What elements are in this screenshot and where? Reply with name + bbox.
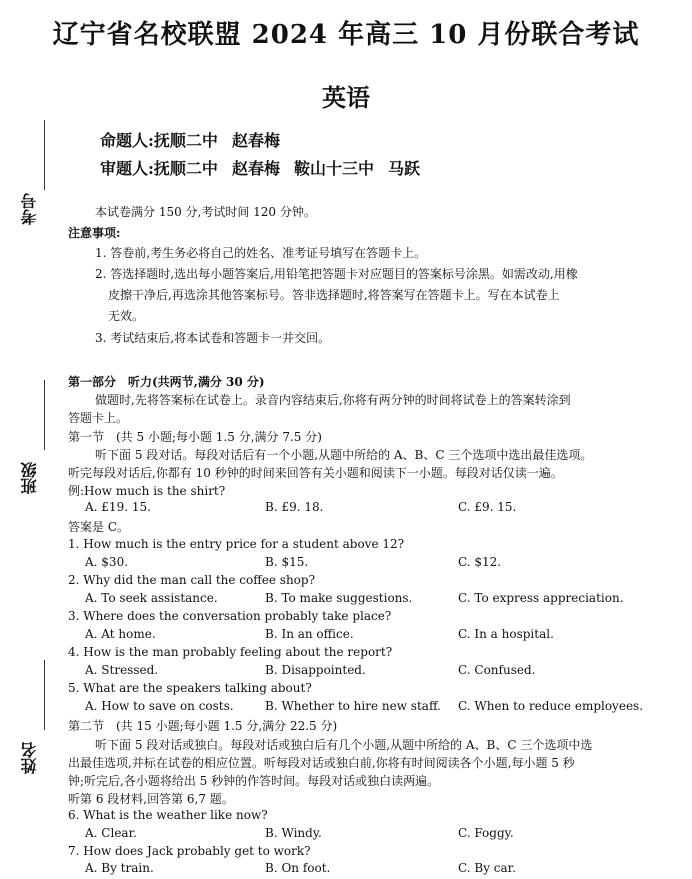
section1-intro: 听下面 5 段对话。每段对话后有一个小题,从题中所给的 A、B、C 三个选项中选出最佳选项。 bbox=[95, 448, 593, 462]
option-c: C. In a hospital. bbox=[458, 627, 554, 641]
option-a: A. How to save on costs. bbox=[85, 699, 234, 713]
section2-intro: 出最佳选项,并标在试卷的相应位置。听每段对话或独白前,你将有时间阅读各个小题,每小题 5 秒 bbox=[68, 756, 575, 770]
option-b: B. Whether to hire new staff. bbox=[265, 699, 441, 713]
option-c: C. £9. 15. bbox=[458, 500, 517, 514]
option-b: B. On foot. bbox=[265, 861, 331, 875]
section1-heading: 第一节 (共 5 小题;每小题 1.5 分,满分 7.5 分) bbox=[68, 430, 322, 444]
question: 7. How does Jack probably get to work? bbox=[68, 844, 311, 858]
part1-intro: 做题时,先将答案标在试卷上。录音内容结束后,你将有两分钟的时间将试卷上的答案转涂到 bbox=[95, 393, 571, 407]
proposer-label: 命题人: bbox=[100, 131, 154, 150]
class-line bbox=[44, 380, 45, 450]
proposer-line bbox=[100, 128, 294, 151]
option-a: A. $30. bbox=[85, 555, 129, 569]
option-a: A. At home. bbox=[85, 627, 156, 641]
section2-subheading: 听第 6 段材料,回答第 6,7 题。 bbox=[68, 792, 234, 806]
section1-intro: 听完每段对话后,你都有 10 秒钟的时间来回答有关小题和阅读下一小题。每段对话仅读一遍。 bbox=[68, 466, 563, 480]
section2-intro: 听下面 5 段对话或独白。每段对话或独白后有几个小题,从题中所给的 A、B、C 三个选项中选 bbox=[95, 738, 593, 752]
question: 6. What is the weather like now? bbox=[68, 808, 268, 822]
section2-heading: 第二节 (共 15 小题;每小题 1.5 分,满分 22.5 分) bbox=[68, 719, 338, 733]
part1-heading: 第一部分 听力(共两节,满分 30 分) bbox=[68, 375, 265, 389]
reviewer-label: 审题人: bbox=[100, 159, 154, 178]
option-b: B. Windy. bbox=[265, 826, 322, 840]
option-c: C. When to reduce employees. bbox=[458, 699, 644, 713]
class-label: 班级 bbox=[20, 462, 39, 494]
score-line: 本试卷满分 150 分,考试时间 120 分钟。 bbox=[95, 205, 316, 219]
option-a: A. Stressed. bbox=[85, 663, 159, 677]
option-c: C. $12. bbox=[458, 555, 502, 569]
note-item: 皮擦干净后,再选涂其他答案标号。答非选择题时,将答案写在答题卡上。写在本试卷上 bbox=[108, 288, 560, 302]
option-c: C. Confused. bbox=[458, 663, 536, 677]
example-question: 例:How much is the shirt? bbox=[68, 484, 226, 498]
proposer-school: 抚顺二中 bbox=[153, 131, 218, 150]
name-line bbox=[44, 660, 45, 730]
exam-title: 辽宁省名校联盟 2024 年高三 10 月份联合考试 bbox=[52, 20, 640, 50]
reviewer-line bbox=[100, 156, 434, 179]
question: 2. Why did the man call the coffee shop? bbox=[68, 573, 316, 587]
name-label: 姓名 bbox=[20, 742, 39, 774]
option-a: A. To seek assistance. bbox=[85, 591, 218, 605]
proposer-name: 赵春梅 bbox=[231, 131, 280, 150]
option-a: A. By train. bbox=[85, 861, 154, 875]
notes-heading: 注意事项: bbox=[68, 226, 121, 240]
option-b: B. $15. bbox=[265, 555, 309, 569]
part1-intro: 答题卡上。 bbox=[68, 411, 129, 425]
question: 5. What are the speakers talking about? bbox=[68, 681, 312, 695]
note-item: 2. 答选择题时,选出每小题答案后,用铅笔把答题卡对应题目的答案标号涂黑。如需改动,用橡 bbox=[95, 267, 578, 281]
option-b: B. In an office. bbox=[265, 627, 354, 641]
option-b: B. To make suggestions. bbox=[265, 591, 413, 605]
option-b: B. £9. 18. bbox=[265, 500, 324, 514]
section2-intro: 钟;听完后,各小题将给出 5 秒钟的作答时间。每段对话或独白读两遍。 bbox=[68, 774, 440, 788]
note-item: 1. 答卷前,考生务必将自己的姓名、准考证号填写在答题卡上。 bbox=[95, 246, 427, 260]
note-item: 3. 考试结束后,将本试卷和答题卡一并交回。 bbox=[95, 331, 331, 345]
question: 1. How much is the entry price for a student above 12? bbox=[68, 537, 405, 551]
exam-no-label: 考号 bbox=[20, 193, 39, 225]
option-a: A. Clear. bbox=[85, 826, 137, 840]
note-item: 无效。 bbox=[108, 309, 145, 323]
subject-title: 英语 bbox=[322, 83, 370, 112]
question: 3. Where does the conversation probably take place? bbox=[68, 609, 392, 623]
option-c: C. Foggy. bbox=[458, 826, 514, 840]
question: 4. How is the man probably feeling about the report? bbox=[68, 645, 393, 659]
reviewer-school-1: 抚顺二中 bbox=[153, 159, 218, 178]
reviewer-name-1: 赵春梅 bbox=[231, 159, 280, 178]
option-c: C. By car. bbox=[458, 861, 516, 875]
option-b: B. Disappointed. bbox=[265, 663, 366, 677]
exam-no-line bbox=[44, 120, 45, 190]
option-c: C. To express appreciation. bbox=[458, 591, 624, 605]
example-answer: 答案是 C。 bbox=[68, 520, 129, 534]
reviewer-name-2: 马跃 bbox=[387, 159, 420, 178]
option-a: A. £19. 15. bbox=[85, 500, 151, 514]
reviewer-school-2: 鞍山十三中 bbox=[293, 159, 374, 178]
